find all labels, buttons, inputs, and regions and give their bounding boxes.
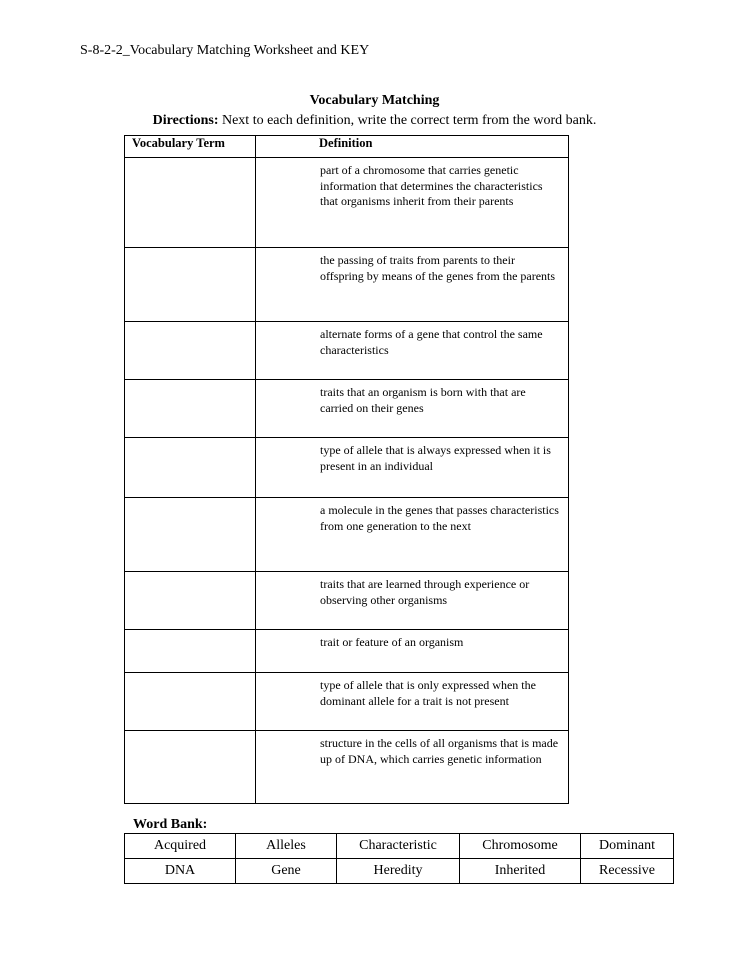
definition-cell: type of allele that is only expressed when the dominant allele for a trait is not present — [256, 673, 569, 731]
table-row — [125, 731, 569, 804]
definition-cell: part of a chromosome that carries genetic information that determines the characteristics that organisms inherit from their parents — [256, 158, 569, 248]
table-row — [125, 158, 569, 248]
term-cell[interactable] — [125, 572, 256, 630]
table-row — [125, 380, 569, 438]
column-header-definition: Definition — [256, 136, 569, 158]
word-bank-label: Word Bank: — [133, 817, 208, 832]
table-header-row — [125, 136, 569, 158]
term-cell[interactable] — [125, 438, 256, 498]
definition-cell: structure in the cells of all organisms that is made up of DNA, which carries genetic information — [256, 731, 569, 804]
table-row — [125, 630, 569, 673]
term-cell[interactable] — [125, 158, 256, 248]
definition-cell: alternate forms of a gene that control the same characteristics — [256, 322, 569, 380]
term-cell[interactable] — [125, 248, 256, 322]
word-bank-row — [125, 834, 674, 859]
document-header: S-8-2-2_Vocabulary Matching Worksheet and KEY — [80, 43, 370, 58]
word-bank-item: Characteristic — [337, 834, 460, 859]
directions — [0, 113, 749, 129]
word-bank-item: Recessive — [581, 859, 674, 884]
word-bank-item: Acquired — [125, 834, 236, 859]
table-row — [125, 248, 569, 322]
word-bank-item: Heredity — [337, 859, 460, 884]
table-row — [125, 673, 569, 731]
table-row — [125, 438, 569, 498]
table-row — [125, 498, 569, 572]
term-cell[interactable] — [125, 630, 256, 673]
word-bank-item: Dominant — [581, 834, 674, 859]
term-cell[interactable] — [125, 380, 256, 438]
term-cell[interactable] — [125, 731, 256, 804]
definition-cell: the passing of traits from parents to their offspring by means of the genes from the parents — [256, 248, 569, 322]
page-title: Vocabulary Matching — [309, 93, 440, 108]
table-row — [125, 322, 569, 380]
column-header-term: Vocabulary Term — [125, 136, 256, 158]
word-bank-item: DNA — [125, 859, 236, 884]
vocabulary-table — [124, 135, 569, 804]
definition-cell: type of allele that is always expressed when it is present in an individual — [256, 438, 569, 498]
word-bank-item: Inherited — [460, 859, 581, 884]
word-bank-item: Chromosome — [460, 834, 581, 859]
word-bank-item: Gene — [236, 859, 337, 884]
term-cell[interactable] — [125, 673, 256, 731]
definition-cell: a molecule in the genes that passes characteristics from one generation to the next — [256, 498, 569, 572]
table-row — [125, 572, 569, 630]
definition-cell: trait or feature of an organism — [256, 630, 569, 673]
directions-text: Next to each definition, write the correct term from the word bank. — [218, 113, 597, 128]
word-bank-table — [124, 833, 674, 884]
word-bank-item: Alleles — [236, 834, 337, 859]
directions-label: Directions: — [152, 113, 219, 128]
definition-cell: traits that are learned through experience or observing other organisms — [256, 572, 569, 630]
term-cell[interactable] — [125, 322, 256, 380]
term-cell[interactable] — [125, 498, 256, 572]
word-bank-row — [125, 859, 674, 884]
definition-cell: traits that an organism is born with that are carried on their genes — [256, 380, 569, 438]
